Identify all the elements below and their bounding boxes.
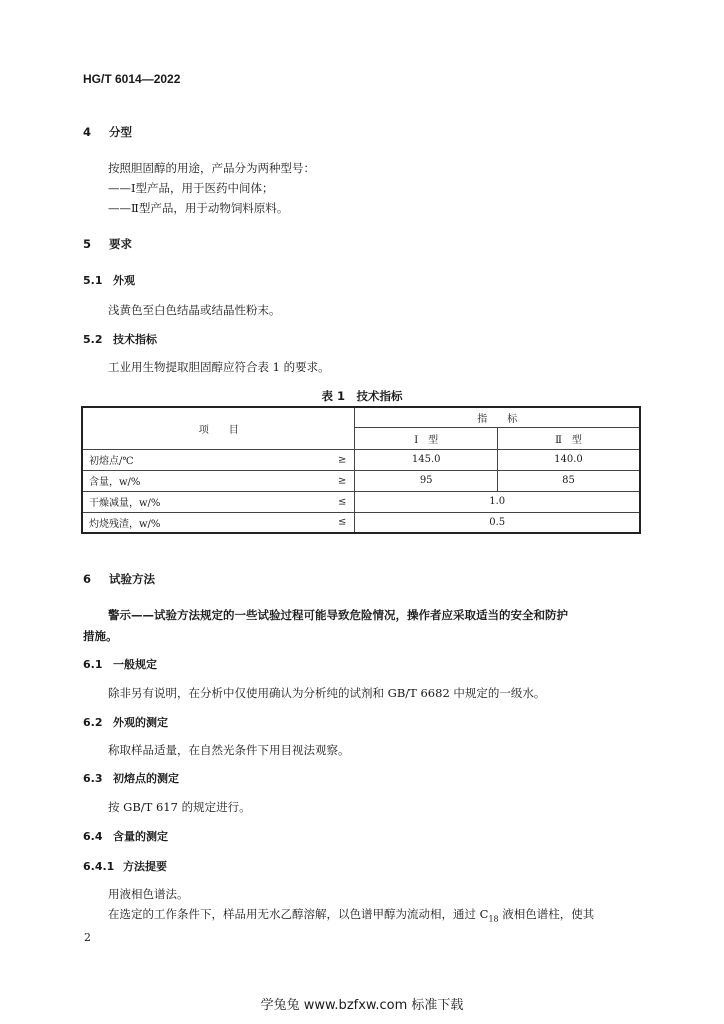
table-caption: 表 1 技术指标 bbox=[321, 389, 403, 403]
header-index-cell: 指 标 bbox=[355, 407, 640, 427]
value-cell: 85 bbox=[497, 470, 640, 491]
row-name: 初熔点/℃ bbox=[89, 456, 134, 467]
warning-line-2: 措施。 bbox=[83, 629, 118, 643]
section-title: 外观 bbox=[113, 274, 135, 287]
section-title: 方法提要 bbox=[123, 860, 167, 873]
table-row bbox=[82, 512, 640, 533]
section-5-heading bbox=[83, 236, 132, 252]
type-1-item: ——Ⅰ型产品，用于医药中间体； bbox=[108, 181, 274, 195]
technical-indicators-table bbox=[81, 406, 641, 534]
section-number: 6.2 bbox=[83, 716, 103, 729]
comparison-symbol: ≤ bbox=[338, 516, 347, 528]
section-6-2-heading bbox=[83, 714, 168, 730]
section-number: 5.2 bbox=[83, 333, 103, 346]
row-name-cell bbox=[82, 491, 355, 512]
row-name: 含量，w/% bbox=[89, 477, 141, 488]
text-part: 液相色谱柱，使其 bbox=[498, 907, 595, 921]
method-summary-text-2 bbox=[108, 906, 594, 923]
subscript: 18 bbox=[488, 914, 499, 924]
comparison-symbol: ≥ bbox=[338, 454, 347, 465]
table-row bbox=[82, 470, 640, 491]
section-title: 试验方法 bbox=[109, 572, 155, 586]
section-6-4-heading bbox=[83, 828, 168, 844]
section-number: 4 bbox=[83, 125, 92, 139]
warning-line-1: 警示——试验方法规定的一些试验过程可能导致危险情况，操作者应采取适当的安全和防护 bbox=[108, 608, 568, 622]
section-5-1-heading bbox=[83, 272, 135, 288]
header-type-1-cell: Ⅰ 型 bbox=[355, 427, 498, 449]
section-title: 外观的测定 bbox=[113, 716, 168, 729]
footer-watermark: 学兔兔 www.bzfxw.com 标准下载 bbox=[260, 998, 464, 1013]
appearance-method-text: 称取样品适量，在自然光条件下用目视法观察。 bbox=[108, 743, 350, 757]
header-type-2-cell: Ⅱ 型 bbox=[497, 427, 640, 449]
section-title: 要求 bbox=[109, 237, 132, 251]
section-number: 5 bbox=[83, 237, 92, 251]
row-name: 灼烧残渣，w/% bbox=[89, 518, 161, 530]
value-cell: 140.0 bbox=[497, 449, 640, 470]
row-name-cell bbox=[82, 449, 355, 470]
appearance-text: 浅黄色至白色结晶或结晶性粉末。 bbox=[108, 303, 281, 317]
section-number: 5.1 bbox=[83, 274, 103, 287]
section-4-intro: 按照胆固醇的用途，产品分为两种型号： bbox=[108, 161, 315, 175]
header-item-cell: 项 目 bbox=[82, 407, 355, 449]
section-6-1-heading bbox=[83, 656, 157, 672]
page-number: 2 bbox=[84, 931, 91, 944]
section-title: 技术指标 bbox=[113, 333, 157, 346]
method-summary-text-1: 用液相色谱法。 bbox=[108, 887, 189, 901]
section-title: 含量的测定 bbox=[113, 830, 168, 843]
requirements-text: 工业用生物提取胆固醇应符合表 1 的要求。 bbox=[108, 360, 330, 374]
row-name-cell bbox=[82, 470, 355, 491]
section-4-heading bbox=[83, 124, 132, 140]
comparison-symbol: ≤ bbox=[338, 496, 347, 507]
comparison-symbol: ≥ bbox=[338, 475, 347, 486]
text-part: 在选定的工作条件下，样品用无水乙醇溶解，以色谱甲醇为流动相，通过 C bbox=[108, 907, 489, 921]
section-5-2-heading bbox=[83, 331, 157, 347]
type-2-item: ——Ⅱ型产品，用于动物饲料原料。 bbox=[108, 201, 289, 215]
section-6-4-1-heading bbox=[83, 858, 167, 874]
table-row bbox=[82, 449, 640, 470]
standard-number: HG/T 6014—2022 bbox=[83, 72, 181, 86]
section-number: 6.4 bbox=[83, 830, 103, 843]
value-cell: 95 bbox=[355, 470, 498, 491]
section-number: 6.3 bbox=[83, 772, 103, 785]
table-row bbox=[82, 491, 640, 512]
section-title: 分型 bbox=[109, 125, 132, 139]
melting-point-method-text: 按 GB/T 617 的规定进行。 bbox=[108, 800, 251, 814]
value-cell: 1.0 bbox=[355, 491, 640, 512]
section-6-heading bbox=[83, 571, 155, 587]
value-cell: 145.0 bbox=[355, 449, 498, 470]
section-number: 6 bbox=[83, 572, 92, 586]
section-number: 6.1 bbox=[83, 658, 103, 671]
value-cell: 0.5 bbox=[355, 512, 640, 533]
section-title: 初熔点的测定 bbox=[113, 772, 179, 785]
row-name: 干燥减量，w/% bbox=[89, 498, 161, 509]
section-number: 6.4.1 bbox=[83, 860, 115, 873]
general-rules-text: 除非另有说明，在分析中仅使用确认为分析纯的试剂和 GB/T 6682 中规定的一级水。 bbox=[108, 686, 546, 700]
row-name-cell bbox=[82, 512, 355, 533]
section-6-3-heading bbox=[83, 770, 179, 786]
section-title: 一般规定 bbox=[113, 658, 157, 671]
